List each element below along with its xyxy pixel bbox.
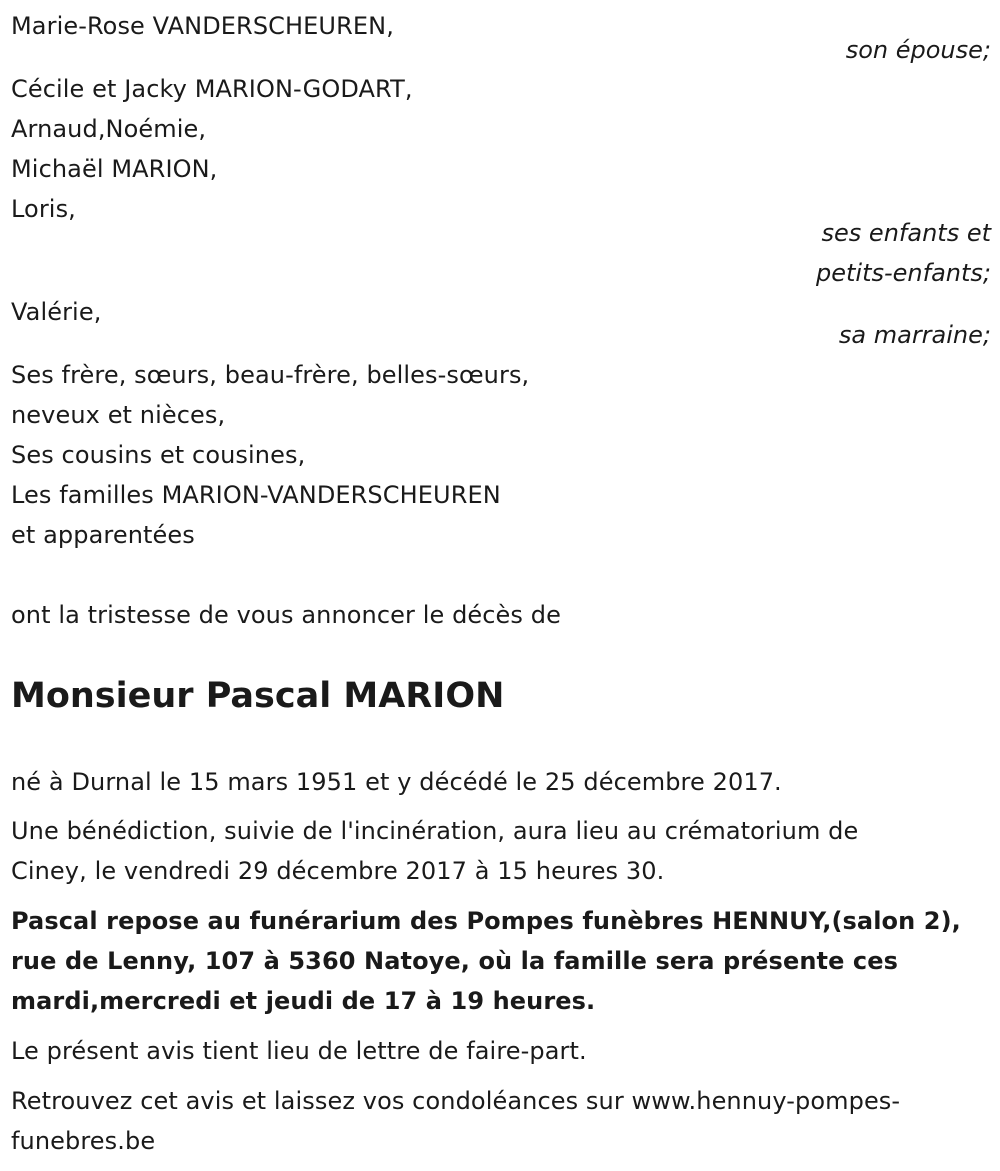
spouse-name: Marie-Rose VANDERSCHEUREN,	[11, 12, 394, 40]
notice: Le présent avis tient lieu de lettre de faire-part.	[11, 1037, 587, 1065]
visitation-line: Pascal repose au funérarium des Pompes funèbres HENNUY,(salon 2),	[11, 907, 961, 935]
visitation-line: rue de Lenny, 107 à 5360 Natoye, où la famille sera présente ces	[11, 947, 899, 975]
relatives-line: Ses frère, sœurs, beau-frère, belles-sœurs,	[11, 361, 530, 389]
condolences-line: Retrouvez cet avis et laissez vos condoléances sur www.hennuy-pompes-	[11, 1087, 901, 1115]
announcement: ont la tristesse de vous annoncer le décès de	[11, 601, 561, 629]
visitation-line: mardi,mercredi et jeudi de 17 à 19 heures.	[11, 987, 596, 1015]
children-role: petits-enfants;	[816, 259, 991, 287]
deceased-name: Monsieur Pascal MARION	[11, 676, 505, 716]
relatives-line: Les familles MARION-VANDERSCHEUREN	[11, 481, 501, 509]
child-line: Michaël MARION,	[11, 155, 218, 183]
relatives-line: Ses cousins et cousines,	[11, 441, 306, 469]
spouse-role: son épouse;	[845, 36, 991, 64]
children-role: ses enfants et	[821, 219, 991, 247]
relatives-line: neveux et nièces,	[11, 401, 226, 429]
godmother-role: sa marraine;	[838, 321, 991, 349]
ceremony-line: Une bénédiction, suivie de l'incinération, aura lieu au crématorium de	[11, 817, 859, 845]
child-line: Cécile et Jacky MARION-GODART,	[11, 75, 413, 103]
birth-death: né à Durnal le 15 mars 1951 et y décédé le 25 décembre 2017.	[11, 768, 782, 796]
relatives-line: et apparentées	[11, 521, 195, 549]
condolences-line: funebres.be	[11, 1127, 156, 1155]
child-line: Arnaud,Noémie,	[11, 115, 207, 143]
ceremony-line: Ciney, le vendredi 29 décembre 2017 à 15 heures 30.	[11, 857, 665, 885]
godmother-name: Valérie,	[11, 298, 102, 326]
child-line: Loris,	[11, 195, 76, 223]
